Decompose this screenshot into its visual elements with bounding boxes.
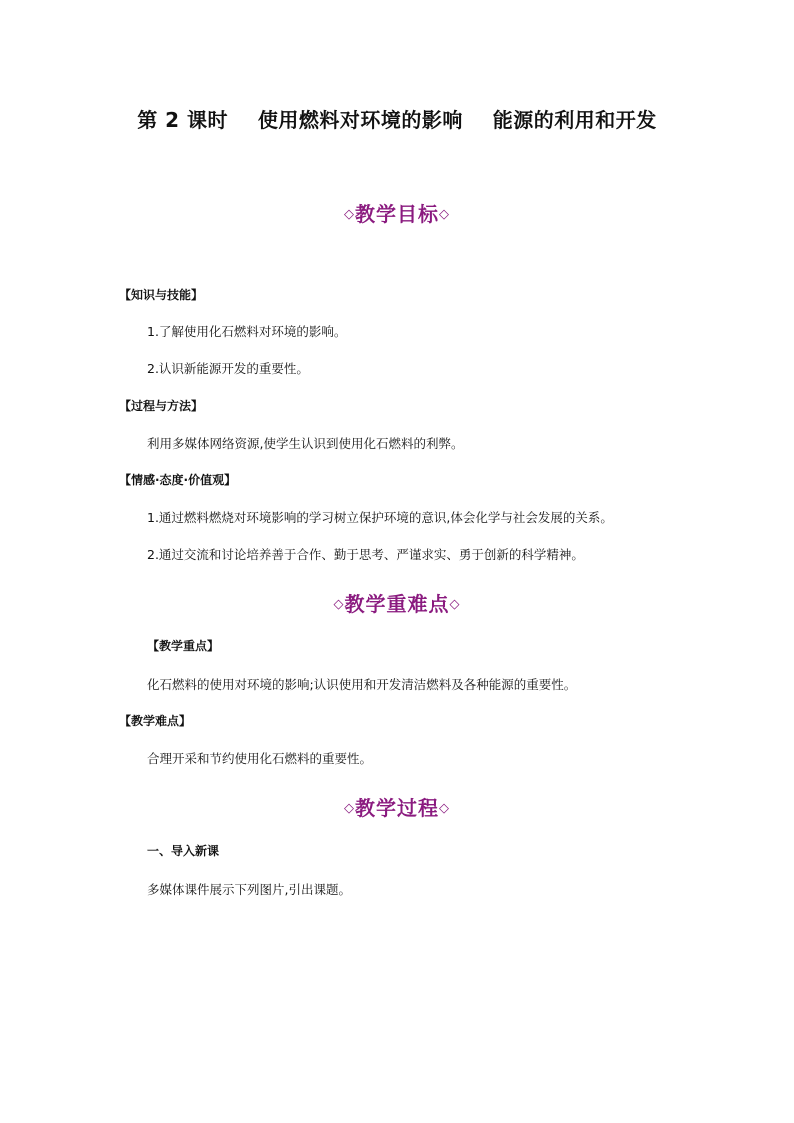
diamond-icon: ◇ [439,801,450,816]
step1-text: 多媒体课件展示下列图片,引出课题。 [147,882,351,897]
diamond-icon: ◇ [333,597,345,612]
method-label: 【过程与方法】 [119,399,204,413]
section-heading-key-points [0,588,794,617]
emotion-item-2: 2.通过交流和讨论培养善于合作、勤于思考、严谨求实、勇于创新的科学精神。 [147,547,584,562]
section-title: 教学重难点 [344,592,450,616]
diamond-icon: ◇ [439,207,450,222]
page-title [0,104,794,133]
title-lesson: 第 2 课时 [137,108,229,132]
diamond-icon: ◇ [344,801,355,816]
title-topic-1: 使用燃料对环境的影响 [257,108,463,132]
focus-label: 【教学重点】 [147,639,220,653]
knowledge-label: 【知识与技能】 [119,288,204,302]
focus-item-1: 化石燃料的使用对环境的影响;认识使用和开发清洁燃料及各种能源的重要性。 [147,677,577,692]
diamond-icon: ◇ [449,597,461,612]
emotion-label: 【情感·态度·价值观】 [119,473,237,487]
section-title: 教学目标 [355,202,439,226]
title-topic-2: 能源的利用和开发 [492,108,657,132]
difficulty-item-1: 合理开采和节约使用化石燃料的重要性。 [147,751,373,766]
knowledge-item-1: 1.了解使用化石燃料对环境的影响。 [147,324,347,339]
step1-label: 一、导入新课 [147,844,220,858]
diamond-icon: ◇ [344,207,355,222]
emotion-item-1: 1.通过燃料燃烧对环境影响的学习树立保护环境的意识,体会化学与社会发展的关系。 [147,510,613,525]
knowledge-item-2: 2.认识新能源开发的重要性。 [147,361,309,376]
section-heading-goals [0,198,794,227]
section-title: 教学过程 [355,796,439,820]
difficulty-label: 【教学难点】 [119,714,192,728]
method-item-1: 利用多媒体网络资源,使学生认识到使用化石燃料的利弊。 [147,436,464,451]
section-heading-process [0,792,794,821]
